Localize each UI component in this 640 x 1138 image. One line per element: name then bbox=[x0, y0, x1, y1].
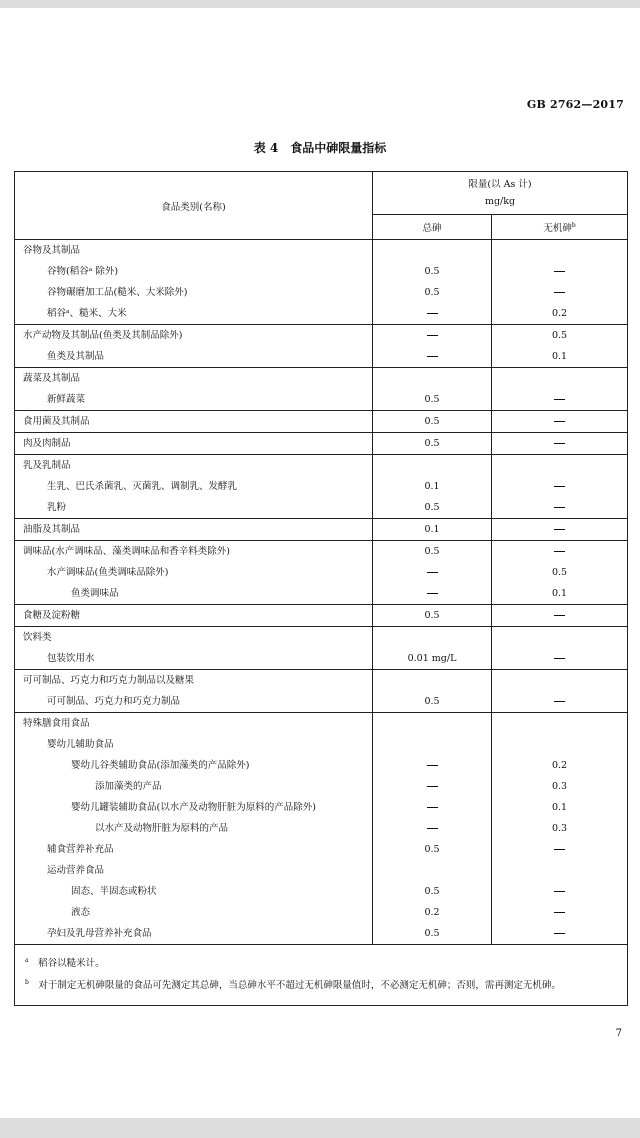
total-value: 0.5 bbox=[424, 438, 440, 449]
category-name: 可可制品、巧克力和巧克力制品 bbox=[47, 696, 181, 707]
inorganic-value: 0.2 bbox=[551, 760, 568, 771]
arsenic-limits-table bbox=[14, 171, 628, 1006]
inorganic-value bbox=[492, 881, 627, 902]
inorganic-arsenic-cell bbox=[492, 455, 628, 519]
category-name: 包装饮用水 bbox=[47, 653, 95, 664]
dash-mark bbox=[554, 399, 565, 400]
total-value: 0.2 bbox=[424, 907, 440, 918]
dash-mark bbox=[554, 615, 565, 616]
category-name: 水产调味品(鱼类调味品除外) bbox=[47, 567, 169, 578]
footnote bbox=[25, 951, 619, 973]
inorganic-arsenic-cell bbox=[492, 627, 628, 670]
category-cell bbox=[15, 411, 373, 433]
category-name: 食糖及淀粉糖 bbox=[23, 610, 81, 621]
total-value bbox=[373, 776, 491, 797]
total-value: 0.5 bbox=[424, 287, 440, 298]
inorganic-value bbox=[492, 261, 627, 282]
inorganic-arsenic-cell bbox=[492, 411, 628, 433]
dash-mark bbox=[427, 313, 438, 314]
inorganic-value bbox=[492, 670, 627, 691]
total-value bbox=[373, 583, 491, 604]
inorganic-value bbox=[492, 455, 627, 476]
inorganic-value: 0.1 bbox=[551, 588, 568, 599]
dash-mark bbox=[554, 421, 565, 422]
category-name: 谷物(稻谷ᵃ 除外) bbox=[47, 266, 119, 277]
dash-mark bbox=[427, 572, 438, 573]
inorganic-arsenic-cell bbox=[492, 240, 628, 325]
total-value: 0.5 bbox=[424, 266, 440, 277]
total-value bbox=[373, 734, 491, 755]
total-value: 0.5 bbox=[424, 886, 440, 897]
total-value: 0.5 bbox=[424, 696, 440, 707]
category-name: 谷物及其制品 bbox=[23, 245, 81, 256]
total-arsenic-cell bbox=[373, 519, 492, 541]
inorganic-arsenic-cell bbox=[492, 605, 628, 627]
inorganic-value bbox=[492, 497, 627, 518]
inorganic-value bbox=[492, 691, 627, 712]
total-value: 0.01 mg/L bbox=[407, 653, 457, 664]
inorganic-value bbox=[492, 923, 627, 944]
inorganic-value bbox=[492, 860, 627, 881]
inorganic-value bbox=[492, 902, 627, 923]
table-row-group bbox=[15, 541, 628, 605]
category-cell bbox=[15, 627, 373, 670]
inorganic-value bbox=[492, 476, 627, 497]
category-name: 生乳、巴氏杀菌乳、灭菌乳、调制乳、发酵乳 bbox=[47, 481, 238, 492]
category-name: 鱼类及其制品 bbox=[47, 351, 105, 362]
total-value bbox=[373, 713, 491, 734]
table-row-group bbox=[15, 519, 628, 541]
inorganic-arsenic-cell bbox=[492, 325, 628, 368]
dash-mark bbox=[427, 828, 438, 829]
category-name: 油脂及其制品 bbox=[23, 524, 81, 535]
dash-mark bbox=[554, 551, 565, 552]
category-name: 肉及肉制品 bbox=[23, 438, 71, 449]
category-name: 鱼类调味品 bbox=[71, 588, 119, 599]
category-cell bbox=[15, 325, 373, 368]
category-name: 婴幼儿罐装辅助食品(以水产及动物肝脏为原料的产品除外) bbox=[71, 802, 316, 813]
category-name: 水产动物及其制品(鱼类及其制品除外) bbox=[23, 330, 183, 341]
category-name: 稻谷ᵃ、糙米、大米 bbox=[47, 308, 127, 319]
dash-mark bbox=[554, 271, 565, 272]
category-cell bbox=[15, 713, 373, 945]
total-value: 0.5 bbox=[424, 416, 440, 427]
top-bar bbox=[0, 0, 640, 8]
table-row-group bbox=[15, 605, 628, 627]
inorganic-value bbox=[492, 240, 627, 261]
dash-mark bbox=[427, 593, 438, 594]
total-arsenic-cell bbox=[373, 455, 492, 519]
category-cell bbox=[15, 519, 373, 541]
inorganic-value bbox=[492, 839, 627, 860]
total-value bbox=[373, 755, 491, 776]
category-name: 婴幼儿谷类辅助食品(添加藻类的产品除外) bbox=[71, 760, 250, 771]
page-number: 7 bbox=[615, 1028, 622, 1039]
total-value: 0.5 bbox=[424, 928, 440, 939]
inorganic-value: 0.3 bbox=[551, 823, 568, 834]
table-row-group bbox=[15, 411, 628, 433]
table-footnotes bbox=[15, 945, 628, 1006]
inorganic-arsenic-cell bbox=[492, 433, 628, 455]
category-name: 液态 bbox=[71, 907, 91, 918]
inorganic-value: 0.5 bbox=[551, 330, 568, 341]
total-value bbox=[373, 627, 491, 648]
total-value: 0.5 bbox=[424, 844, 440, 855]
dash-mark bbox=[554, 891, 565, 892]
table-row-group bbox=[15, 713, 628, 945]
total-value bbox=[373, 818, 491, 839]
inorganic-value: 0.3 bbox=[551, 781, 568, 792]
inorganic-value bbox=[492, 713, 627, 734]
dash-mark bbox=[427, 786, 438, 787]
standard-code: GB 2762—2017 bbox=[526, 98, 624, 111]
category-cell bbox=[15, 433, 373, 455]
total-value: 0.1 bbox=[424, 524, 440, 535]
total-value bbox=[373, 240, 491, 261]
inorganic-value bbox=[492, 627, 627, 648]
total-value bbox=[373, 455, 491, 476]
category-cell bbox=[15, 455, 373, 519]
inorganic-value bbox=[492, 433, 627, 454]
inorganic-value bbox=[492, 519, 627, 540]
header-limit-unit: mg/kg bbox=[484, 196, 516, 207]
total-arsenic-cell bbox=[373, 368, 492, 411]
table-row-group bbox=[15, 368, 628, 411]
category-name: 孕妇及乳母营养补充食品 bbox=[47, 928, 152, 939]
category-cell bbox=[15, 541, 373, 605]
table-row-group bbox=[15, 455, 628, 519]
dash-mark bbox=[554, 507, 565, 508]
dash-mark bbox=[427, 335, 438, 336]
category-name: 可可制品、巧克力和巧克力制品以及糖果 bbox=[23, 675, 195, 686]
total-value: 0.5 bbox=[424, 502, 440, 513]
total-arsenic-cell bbox=[373, 541, 492, 605]
category-cell bbox=[15, 368, 373, 411]
dash-mark bbox=[427, 807, 438, 808]
dash-mark bbox=[554, 849, 565, 850]
inorganic-arsenic-cell bbox=[492, 670, 628, 713]
category-name: 谷物碾磨加工品(糙米、大米除外) bbox=[47, 287, 188, 298]
footnote-mark: a bbox=[25, 957, 29, 964]
total-value bbox=[373, 860, 491, 881]
footnote bbox=[25, 973, 619, 995]
table-row-group bbox=[15, 325, 628, 368]
category-name: 调味品(水产调味品、藻类调味品和香辛料类除外) bbox=[23, 546, 230, 557]
total-value bbox=[373, 303, 491, 324]
category-cell bbox=[15, 670, 373, 713]
dash-mark bbox=[554, 658, 565, 659]
total-arsenic-cell bbox=[373, 605, 492, 627]
total-value bbox=[373, 670, 491, 691]
total-arsenic-cell bbox=[373, 713, 492, 945]
inorganic-arsenic-cell bbox=[492, 368, 628, 411]
inorganic-value bbox=[492, 734, 627, 755]
dash-mark bbox=[554, 701, 565, 702]
header-inorganic-arsenic: 无机砷$^b$ bbox=[492, 215, 628, 240]
inorganic-value bbox=[492, 282, 627, 303]
footnote-ref: b bbox=[571, 221, 576, 229]
dash-mark bbox=[554, 529, 565, 530]
header-limit bbox=[373, 172, 628, 215]
total-arsenic-cell bbox=[373, 670, 492, 713]
dash-mark bbox=[554, 443, 565, 444]
inorganic-arsenic-cell bbox=[492, 541, 628, 605]
total-value: 0.5 bbox=[424, 394, 440, 405]
table-row-group bbox=[15, 240, 628, 325]
dash-mark bbox=[554, 933, 565, 934]
inorganic-value bbox=[492, 368, 627, 389]
total-arsenic-cell bbox=[373, 627, 492, 670]
inorganic-value bbox=[492, 605, 627, 626]
category-name: 食用菌及其制品 bbox=[23, 416, 90, 427]
total-value bbox=[373, 797, 491, 818]
inorganic-value bbox=[492, 648, 627, 669]
category-name: 添加藻类的产品 bbox=[95, 781, 162, 792]
total-arsenic-cell bbox=[373, 240, 492, 325]
total-value bbox=[373, 346, 491, 367]
inorganic-value bbox=[492, 411, 627, 432]
footnote-text: 稻谷以糙米计。 bbox=[38, 958, 105, 970]
header-category: 食品类别(名称) bbox=[15, 172, 373, 240]
category-name: 乳粉 bbox=[47, 502, 67, 513]
table-body bbox=[15, 240, 628, 945]
category-name: 饮料类 bbox=[23, 632, 52, 643]
dash-mark bbox=[427, 765, 438, 766]
category-name: 新鲜蔬菜 bbox=[47, 394, 86, 405]
total-value bbox=[373, 368, 491, 389]
table-row-group bbox=[15, 670, 628, 713]
category-name: 固态、半固态或粉状 bbox=[71, 886, 157, 897]
category-name: 乳及乳制品 bbox=[23, 460, 71, 471]
category-name: 蔬菜及其制品 bbox=[23, 373, 81, 384]
footnote-mark: b bbox=[25, 979, 29, 987]
footnote-text: 对于制定无机砷限量的食品可先测定其总砷，当总砷水平不超过无机砷限量值时，不必测定无机砷；否则，需再测定无机砷。 bbox=[38, 980, 561, 992]
dash-mark bbox=[427, 356, 438, 357]
header-total-arsenic: 总砷 bbox=[373, 215, 492, 240]
inorganic-value: 0.5 bbox=[551, 567, 568, 578]
inorganic-arsenic-cell bbox=[492, 519, 628, 541]
total-arsenic-cell bbox=[373, 411, 492, 433]
category-name: 以水产及动物肝脏为原料的产品 bbox=[95, 823, 229, 834]
inorganic-value bbox=[492, 541, 627, 562]
category-cell bbox=[15, 605, 373, 627]
header-limit-line1: 限量(以 As 计) bbox=[468, 179, 532, 190]
dash-mark bbox=[554, 292, 565, 293]
inorganic-value: 0.1 bbox=[551, 351, 568, 362]
bottom-bar bbox=[0, 1118, 640, 1138]
inorganic-value: 0.1 bbox=[551, 802, 568, 813]
dash-mark bbox=[554, 912, 565, 913]
total-value: 0.5 bbox=[424, 610, 440, 621]
dash-mark bbox=[554, 486, 565, 487]
category-name: 婴幼儿辅助食品 bbox=[47, 739, 114, 750]
total-value: 0.1 bbox=[424, 481, 440, 492]
table-row-group bbox=[15, 433, 628, 455]
total-value: 0.5 bbox=[424, 546, 440, 557]
total-arsenic-cell bbox=[373, 325, 492, 368]
category-cell bbox=[15, 240, 373, 325]
table-row-group bbox=[15, 627, 628, 670]
total-arsenic-cell bbox=[373, 433, 492, 455]
table-title: 表 4 食品中砷限量指标 bbox=[253, 141, 387, 155]
inorganic-value bbox=[492, 389, 627, 410]
category-name: 辅食营养补充品 bbox=[47, 844, 114, 855]
category-name: 特殊膳食用食品 bbox=[23, 718, 90, 729]
category-name: 运动营养食品 bbox=[47, 865, 105, 876]
total-value bbox=[373, 325, 491, 346]
total-value bbox=[373, 562, 491, 583]
inorganic-arsenic-cell bbox=[492, 713, 628, 945]
inorganic-value: 0.2 bbox=[551, 308, 568, 319]
document-page bbox=[0, 8, 640, 1118]
